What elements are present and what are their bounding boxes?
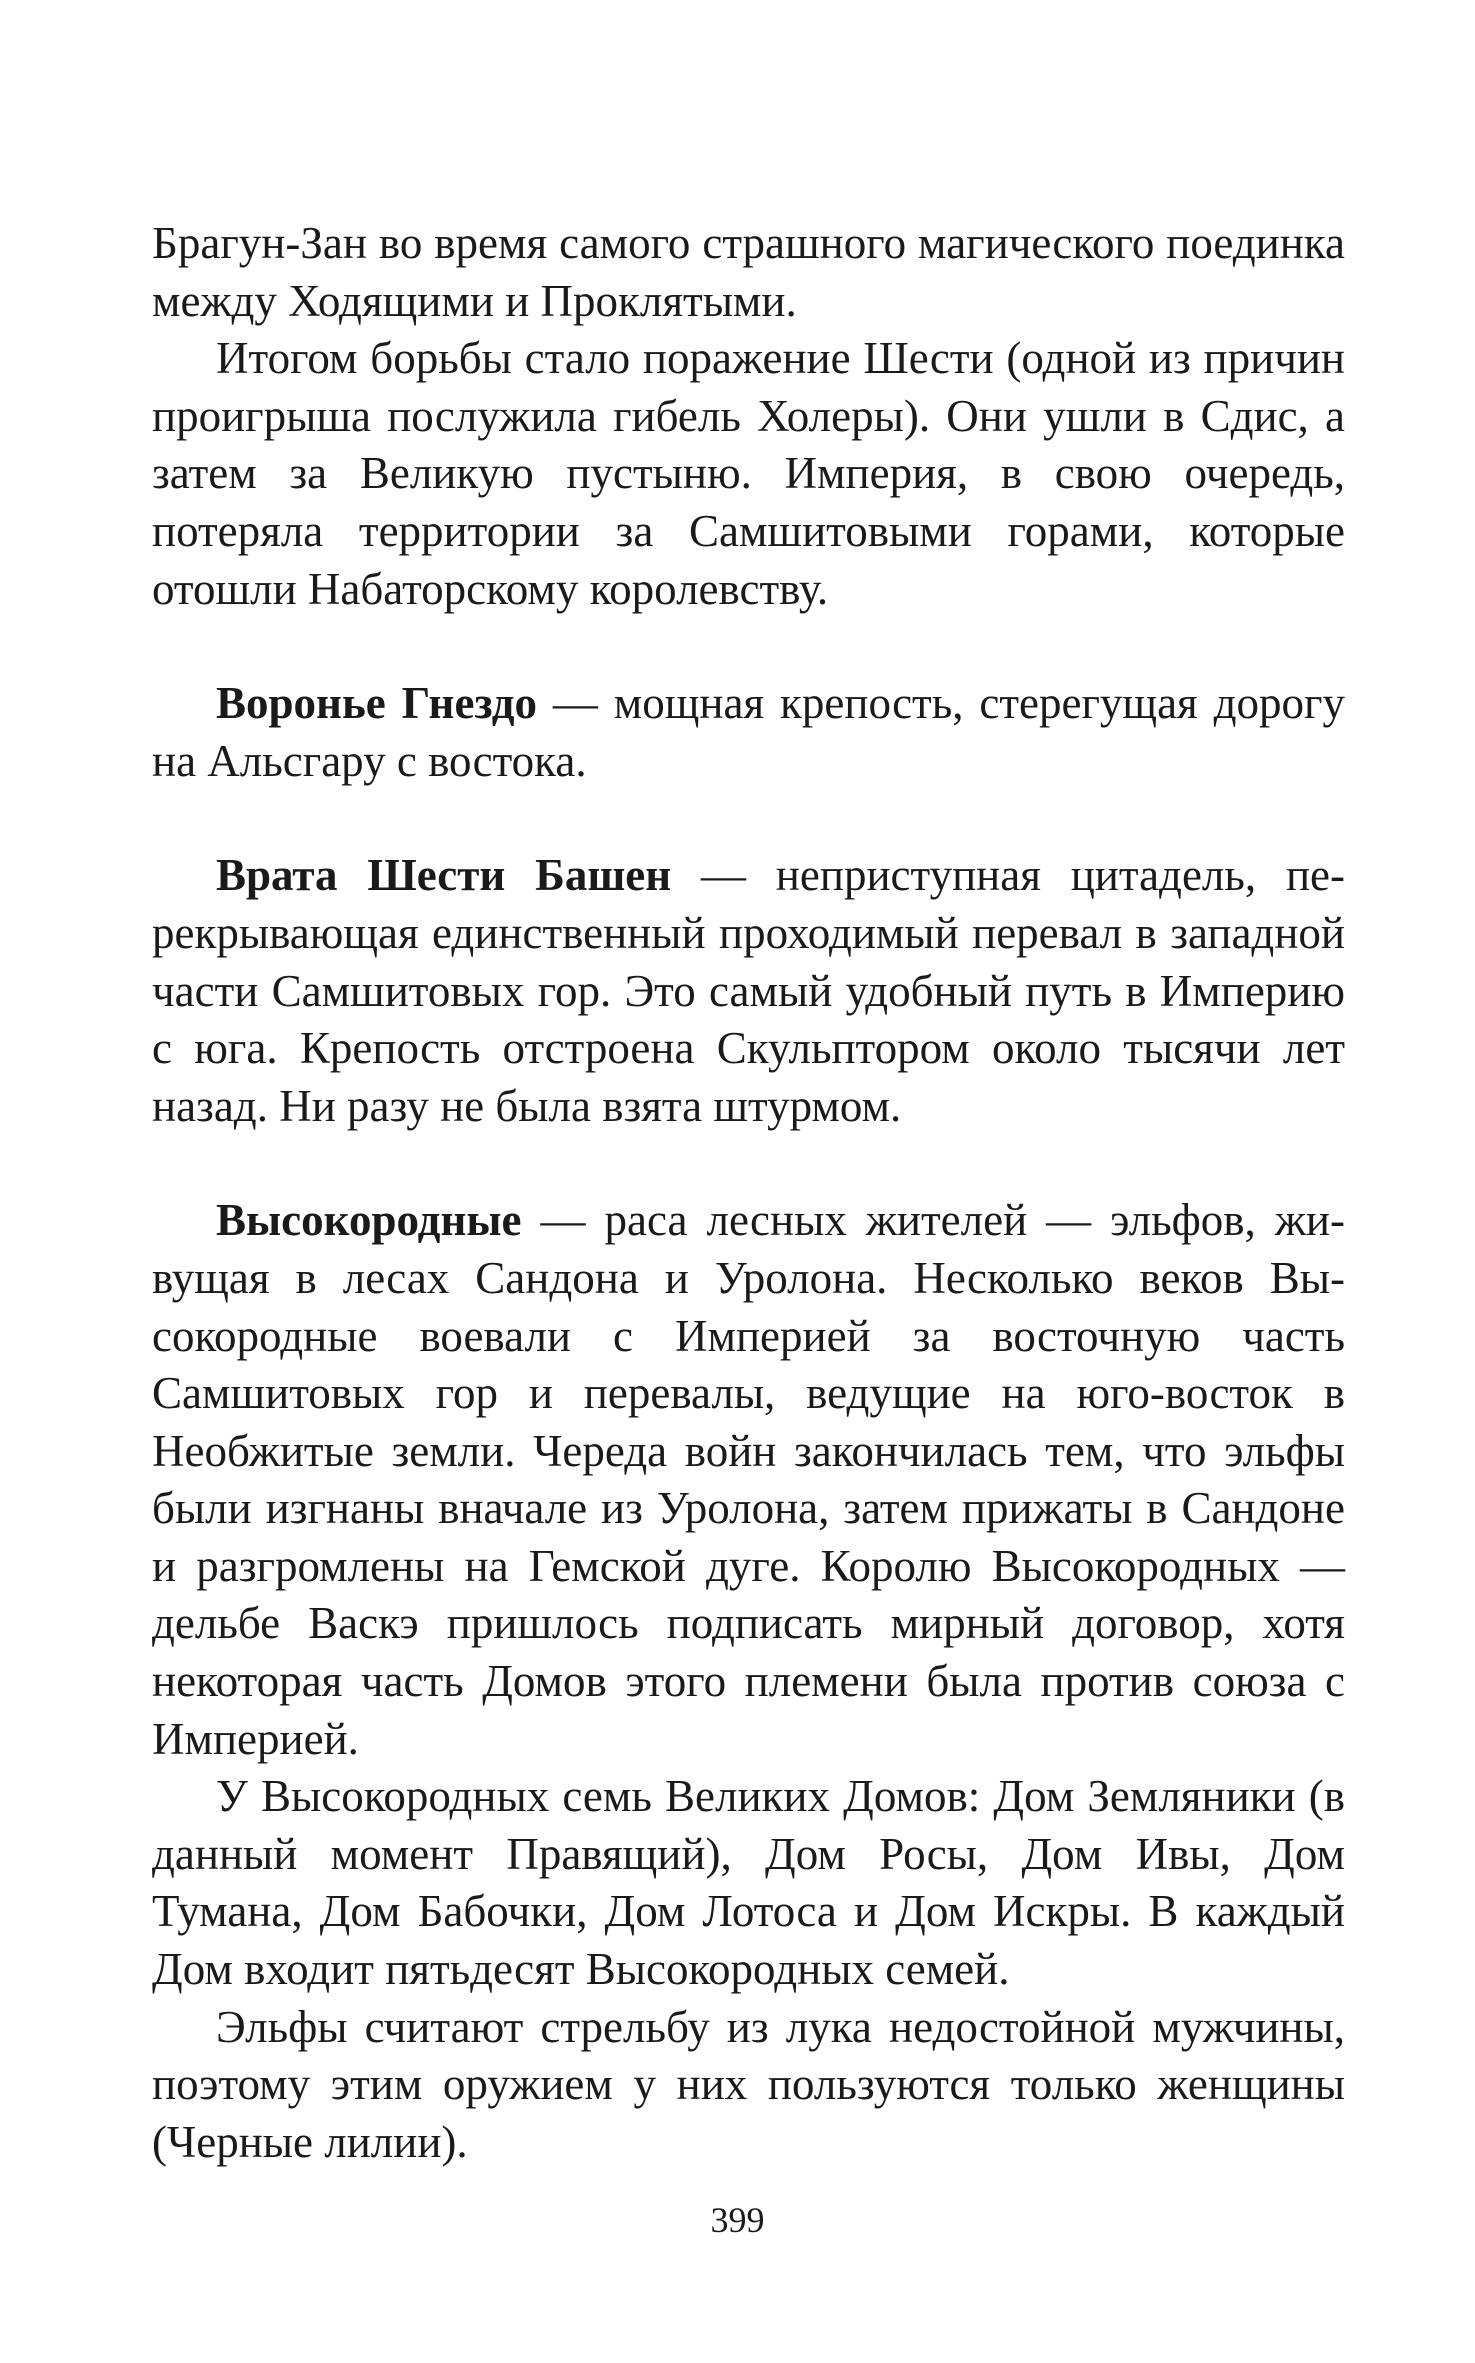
entry-definition: — неприступная цитадель, перекрывающая единственный проходимый перевал в западной части Самшитовых гор. Это самый удобный путь в Империю с юга. Крепость отстроена Скульптором около тысячи лет назад. Ни разу не была взята штурмом. [152,850,1346,1131]
paragraph [152,330,1345,618]
entry-term: Воронье Гнездо [216,678,537,729]
paragraph-text: Итогом борьбы стало поражение Шести (одной из причин проигрыша послужила гибель Холеры). Они ушли в Сдис, а затем за Великую пустыню. Империя, в свою очередь, потеряла территории за Самшитовыми горами, которые отошли Набаторскому королевству. [152,333,1345,614]
paragraph-text: Эльфы считают стрельбу из лука недостойной мужчины, поэтому этим оружием у них пользуются только женщины (Черные лилии). [152,2001,1345,2167]
paragraph-text: Брагун-Зан во время самого страшного магического поединка между Ходящими и Проклятыми. [152,218,1345,326]
paragraph [152,1999,1345,2172]
paragraph-continuation [152,215,1345,330]
entry-definition: — мощная крепость, стерегущая дорогу на Альсгару с востока. [152,678,1345,786]
paragraph-text: У Высокородных семь Великих Домов: Дом Земляники (в данный момент Правящий), Дом Росы, Дом Ивы, Дом Тумана, Дом Бабочки, Дом Лотоса и Дом Искры. В каждый Дом входит пятьдесят Высокородных семей. [152,1771,1345,1995]
page-number: 399 [710,2200,765,2240]
entry-definition: — раса лесных жителей — эльфов, живущая в лесах Сандона и Уролона. Несколько веков Высокородные воевали с Империей за восточную часть Самшитовых гор и перевалы, ведущие на юго-восток в Необжитые земли. Череда войн закончилась тем, что эльфы были изгнаны вначале из Уролона, затем прижаты в Сандоне и разгромлены на Гемской дуге. Королю Высокородных — дельбе Васкэ пришлось подписать мирный договор, хотя некоторая часть Домов этого племени была против союза с Империей. [152,1195,1345,1764]
paragraph [152,1768,1345,1998]
entry-term: Врата Шести Башен [216,850,672,901]
glossary-entry-voronye-gnezdo [152,675,1345,790]
glossary-entry-vysokorodnye [152,1192,1345,1768]
text-column [152,215,1345,2171]
glossary-entry-vrata-shesti-bashen [152,847,1345,1135]
entry-term: Высокородные [216,1195,522,1246]
